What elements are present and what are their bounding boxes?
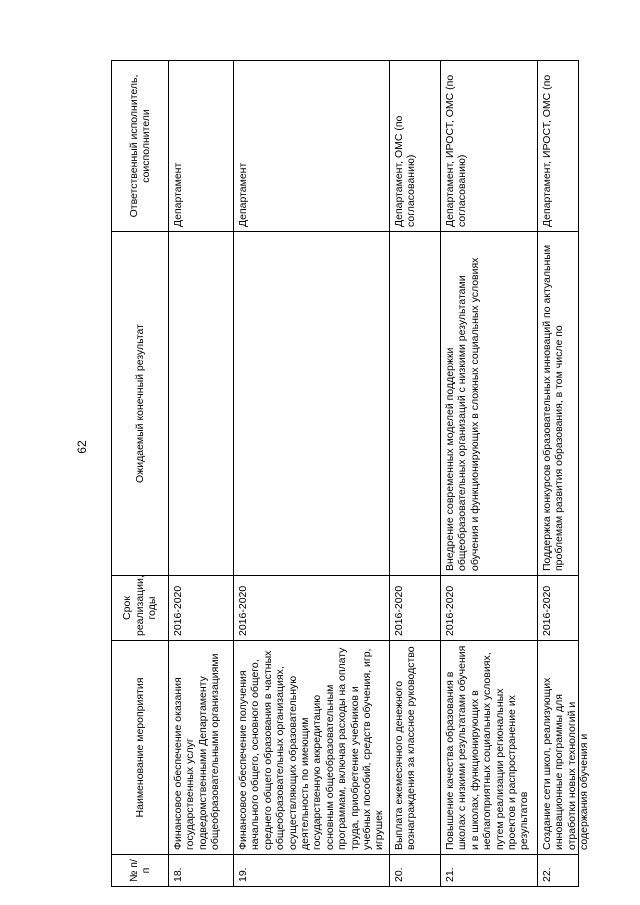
cell-text: Департамент, ИРОСТ, ОМС (по	[540, 74, 553, 227]
table-header-row	[112, 61, 169, 887]
rotated-table-container	[111, 61, 601, 887]
cell-term: 2016-2020	[234, 576, 390, 641]
cell-name: Повышение качества образования в школах с низкими результатами обучения и в школах, функционирующих в неблагоприятных социальных условиях, путем реализации региональных проектов и распространение их результатов	[440, 641, 537, 855]
cell-responsible: Департамент, ОМС (по согласованию)	[389, 61, 440, 232]
table-row	[389, 61, 440, 887]
cell-responsible: Департамент	[169, 61, 234, 232]
cell-result	[389, 232, 440, 576]
cell-name: Финансовое обеспечение получения начального общего, основного общего, среднего общего образования в частных общеобразовательных организациях, осуществляющих образовательную деятельность по имеющим государственную аккредитацию основным общеобразовательным программам, включая расходы на оплату труда, приобретение учебников и учебных пособий, средств обучения, игр, игрушек	[234, 641, 390, 855]
cell-text: Поддержка конкурсов образовательных инноваций по актуальным проблемам развития образования, в том числе по	[540, 244, 566, 571]
cell-num: 19.	[234, 855, 390, 887]
header-name: Наименование мероприятия	[112, 641, 169, 855]
cell-responsible	[537, 61, 578, 232]
cell-result: Внедрение современных моделей поддержки общеобразовательных организаций с низкими результатами обучения и функционирующих в сложных социальных условиях	[440, 232, 537, 576]
measures-table	[111, 60, 591, 887]
page-number: 62	[75, 440, 89, 454]
cell-responsible: Департамент, ИРОСТ, ОМС (по согласованию)	[440, 61, 537, 232]
cell-term: 2016-2020	[169, 576, 234, 641]
cell-num	[537, 855, 578, 887]
table-row	[169, 61, 234, 887]
cell-result	[234, 232, 390, 576]
cell-result	[169, 232, 234, 576]
header-num: № п/п	[112, 855, 169, 887]
cell-name: Финансовое обеспечение оказания государственных услуг подведомственными Департаменту общеобразовательными организациями	[169, 641, 234, 855]
table-row	[440, 61, 537, 887]
cell-responsible: Департамент	[234, 61, 390, 232]
cell-term	[537, 576, 578, 641]
cell-result	[537, 232, 578, 576]
cell-num: 18.	[169, 855, 234, 887]
cell-term: 2016-2020	[440, 576, 537, 641]
cell-term: 2016-2020	[389, 576, 440, 641]
header-term: Срок реализации, годы	[112, 576, 169, 641]
cell-num: 20.	[389, 855, 440, 887]
cell-text: 22.	[540, 867, 553, 882]
table-row	[537, 61, 578, 887]
table-row	[234, 61, 390, 887]
header-responsible: Ответственный исполнитель, соисполнители	[112, 61, 169, 232]
cell-name	[537, 641, 591, 855]
cell-text: Создание сети школ, реализующих инновационные программы для отработки новых технологий и содержания обучения и	[540, 677, 591, 850]
cell-name: Выплата ежемесячного денежного вознаграждения за классное руководство	[389, 641, 440, 855]
cell-num: 21.	[440, 855, 537, 887]
cell-text: 2016-2020	[540, 585, 553, 636]
header-result: Ожидаемый конечный результат	[112, 232, 169, 576]
